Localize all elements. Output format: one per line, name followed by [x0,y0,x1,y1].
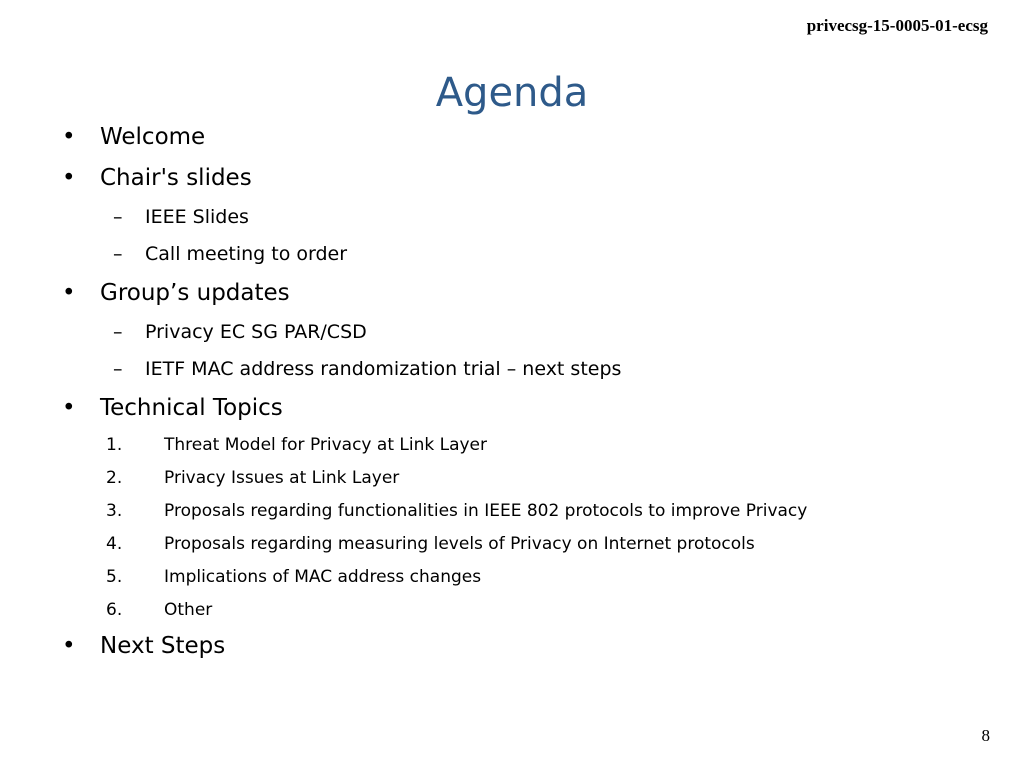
topic-label: Privacy Issues at Link Layer [164,468,400,488]
document-id: privecsg-15-0005-01-ecsg [806,16,988,35]
agenda-item-technical-topics [62,395,283,421]
topic-label: Proposals regarding functionalities in IEEE 802 protocols to improve Privacy [164,501,808,521]
agenda-subitem-label: IETF MAC address randomization trial – next steps [145,358,622,380]
agenda-subitem [113,206,249,228]
agenda-subitem-label: Privacy EC SG PAR/CSD [145,321,367,343]
agenda-item-label: Chair's slides [100,165,252,191]
bullet-icon: • [62,165,76,191]
numbered-topic [106,501,808,521]
agenda-item-label: Group’s updates [100,280,290,306]
dash-icon: – [113,321,123,343]
bullet-icon: • [62,124,76,150]
topic-label: Threat Model for Privacy at Link Layer [164,435,487,455]
numbered-topic [106,600,213,620]
topic-number: 4. [106,534,123,554]
slide-title: Agenda [435,70,589,116]
agenda-item-label: Next Steps [100,633,226,659]
numbered-topic [106,534,755,554]
topic-label: Implications of MAC address changes [164,567,482,587]
agenda-item-next-steps [62,633,226,659]
agenda-item-label: Welcome [100,124,206,150]
agenda-subitem-label: IEEE Slides [145,206,249,228]
agenda-item-chairs-slides [62,165,252,191]
dash-icon: – [113,243,123,265]
dash-icon: – [113,358,123,380]
numbered-topic [106,468,400,488]
dash-icon: – [113,206,123,228]
agenda-subitem-label: Call meeting to order [145,243,348,265]
agenda-subitem [113,358,622,380]
numbered-topic [106,567,482,587]
topic-number: 6. [106,600,123,620]
agenda-subitem [113,243,348,265]
topic-number: 2. [106,468,123,488]
bullet-icon: • [62,633,76,659]
topic-label: Other [164,600,213,620]
agenda-item-group-updates [62,280,290,306]
agenda-item-welcome [62,124,206,150]
bullet-icon: • [62,280,76,306]
topic-label: Proposals regarding measuring levels of Privacy on Internet protocols [164,534,755,554]
topic-number: 5. [106,567,123,587]
topic-number: 3. [106,501,123,521]
page-number: 8 [981,726,990,745]
topic-number: 1. [106,435,123,455]
numbered-topic [106,435,487,455]
agenda-subitem [113,321,367,343]
bullet-icon: • [62,395,76,421]
agenda-item-label: Technical Topics [100,395,283,421]
